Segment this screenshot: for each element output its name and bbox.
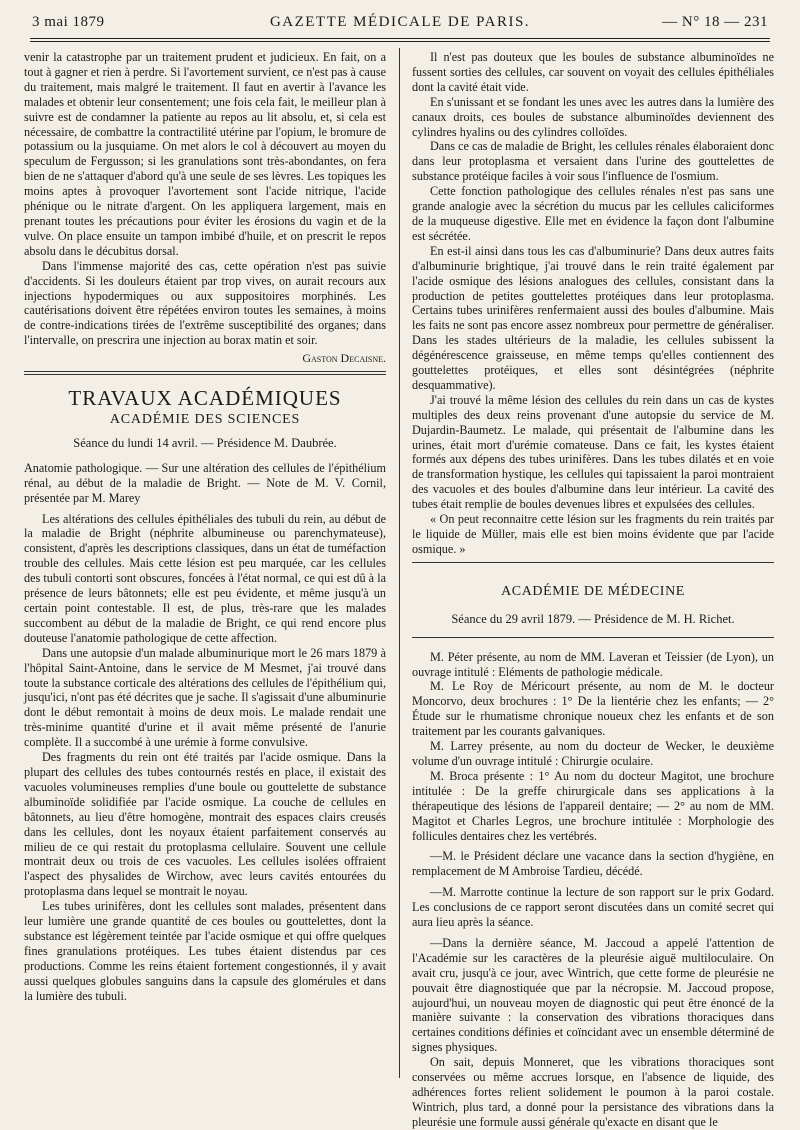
paragraph: M. Le Roy de Méricourt présente, au nom de M. le docteur Moncorvo, deux brochures : 1° De la lientérie chez les enfants; — 2° Étude sur le rhumatisme chronique noueux chez les enfants et de son traitement par les courants galvaniques. bbox=[412, 679, 774, 739]
page-header bbox=[30, 14, 770, 36]
session-line: Séance du 29 avril 1879. — Présidence de M. H. Richet. bbox=[451, 611, 735, 626]
paragraph: Cette fonction pathologique des cellules rénales n'est pas sans une grande analogie avec la sécrétion du mucus par les cellules caliciformes de la muqueuse digestive. Elle met en évidence la façon dont l'albumine est sécrétée. bbox=[412, 184, 774, 243]
column-divider bbox=[399, 48, 400, 1078]
paragraph: Dans une autopsie d'un malade albuminurique mort le 26 mars 1879 à l'hôpital Saint-Antoine, dans le service de M Mesmet, j'ai trouvé dans toute la substance corticale des altérations des cellules de l'épithélium qui, jusqu'ici, n'ont pas été décrites que je sache. Il s'agissait d'une albuminurie dont le début remontait à moins de deux mois. Le malade rendait une très-minime quantité d'urine et il avait même présenté de l'anurie complète. Il a succombé à une urémie à forme convulsive. bbox=[24, 645, 386, 750]
journal-title: GAZETTE MÉDICALE DE PARIS. bbox=[269, 14, 531, 30]
left-column bbox=[24, 50, 386, 1080]
paragraph: Les tubes urinifères, dont les cellules sont malades, présentent dans leur lumière une grande quantité de ces boules ou gouttelettes, dont la substance est légèrement teintée par l'acide osmique et qui offre quelques fines granulations protéiques. Les tubes étaient distendus par ces productions. Comme les reins étaient fortement congestionnés, il y avait aussi quelques globules sanguins dans la capsule des glomérules et dans la lumière des tubuli. bbox=[24, 899, 386, 1003]
section-rule bbox=[412, 637, 774, 638]
header-rule bbox=[30, 38, 770, 39]
paragraph: —M. Marrotte continue la lecture de son rapport sur le prix Godard. Les conclusions de ce rapport seront discutées dans un comité secret qui aura lieu après la séance. bbox=[412, 885, 774, 930]
academy-title: ACADÉMIE DES SCIENCES bbox=[109, 412, 301, 428]
note-title: Anatomie pathologique. — Sur une altération des cellules de l'épithélium rénal, au début de la maladie de Bright. — Note de M. V. Cornil, présentée par M. Marey bbox=[24, 460, 386, 505]
paragraph: Des fragments du rein ont été traités par l'acide osmique. Dans la plupart des cellules des tubes contournés restés en place, il existait des vacuoles volumineuses remplies d'une boule ou gouttelette de substance albuminoïde solidifiée par l'acide osmique. La couche de cellules en bâtonnets, au lieu d'être homogène, montrait des espaces clairs creusés dans les cellules, dont les noyaux étaient parfaitement conservés au milieu de ce qui restait du protoplasma cellulaire. Souvent une cellule montrait deux ou trois de ces vacuoles. Les cellules isolées offraient l'aspect des physalides de Wirchow, avec leurs cavités entourées du protoplasma dans lequel se montrait le noyau. bbox=[24, 750, 386, 899]
issue-date: 3 mai 1879 bbox=[32, 14, 105, 30]
paragraph: M. Péter présente, au nom de MM. Laveran et Teissier (de Lyon), un ouvrage intitulé : Eléments de pathologie médicale. bbox=[412, 649, 774, 679]
paragraph: Il n'est pas douteux que les boules de substance albuminoïdes ne fussent sorties des cellules, car souvent on voyait des cellules épithéliales dont la cavité était vide. bbox=[412, 50, 774, 94]
paragraph: En est-il ainsi dans tous les cas d'albuminurie? Dans deux autres faits d'albuminurie brightique, j'ai trouvé dans le rein traité également par l'acide osmique des lésions analogues des cellules, consistant dans la production de petites gouttelettes protéiques dans leur protoplasma. Certains tubes urinifères renfermaient aussi des boules d'albumine. Mais les faits ne sont pas encore assez nombreux pour permettre de généraliser. Dans les stades ultérieurs de la maladie, les cellules subissent la dégénérescence graisseuse, en même temps qu'elles contiennent des gouttelettes protéiques, et elles sont désintégrées (néphrite desquammative). bbox=[412, 243, 774, 392]
academy-title: ACADÉMIE DE MÉDECINE bbox=[501, 583, 685, 599]
author-signature: Gaston Decaisne. bbox=[302, 351, 386, 366]
page-number: — N° 18 — 231 bbox=[662, 14, 768, 30]
paragraph: —Dans la dernière séance, M. Jaccoud a appelé l'attention de l'Académie sur les caractères de la pleurésie aiguë multiloculaire. On avait cru, jusqu'à ce jour, avec Wintrich, que cette forme de pleurésie ne pouvait être diagnostiquée que par la nécropsie. M. Jaccoud propose, aujourd'hui, un nouveau moyen de diagnostic qui peut être énoncé de la manière suivante : la conservation des vibrations thoraciques dans certaines conditions définies et coïncidant avec un ensemble déterminé de signes physiques. bbox=[412, 935, 774, 1055]
header-rule-double bbox=[30, 41, 770, 42]
paragraph: « On peut reconnaitre cette lésion sur les fragments du rein traités par le liquide de Müller, mais elle est bien moins évidente que par l'acide osmique. » bbox=[412, 512, 774, 556]
paragraph: M. Larrey présente, au nom du docteur de Wecker, le deuxième volume d'un ouvrage intitulé : Chirurgie oculaire. bbox=[412, 739, 774, 768]
paragraph: —M. le Président déclare une vacance dans la section d'hygiène, en remplacement de M Ambroise Tardieu, décédé. bbox=[412, 849, 774, 879]
paragraph: venir la catastrophe par un traitement prudent et judicieux. En fait, on a tout à gagner et rien à perdre. Si l'avortement survient, ce n'est pas à cause du traitement, mais malgré le traitement. Il faut en avertir à l'avance les malades et obtenir leur consentement; une fois cela fait, le meilleur plan à suivre est de condamner la patiente au repos au lit absolu, et, si cela est nécessaire, de combattre la contractilité utérine par l'opium, le bromure de potassium ou la jusquiame. On met alors le col à découvert au moyen du speculum de Fergusson; si les granulations sont très-abondantes, on fera bien de ne s'attaquer d'abord qu'à une seule de ses lèvres. Les topiques les moins aptes à provoquer l'avortement sont l'acide nitrique, l'acide phénique ou le nitrate d'argent. On les appliquera largement, mais en prenant toutes les précautions pour éviter les érosions du vagin et de la vulve. On place ensuite un tampon imbibé d'huile, et on prescrit le repos absolu dans le décubitus dorsal. bbox=[24, 50, 386, 258]
paragraph: On sait, depuis Monneret, que les vibrations thoraciques sont conservées ou même accrues lorsque, en l'absence de liquide, des adhérences fortes relient solidement le poumon à la paroi costale. Wintrich, plus tard, a donné pour la persistance des vibrations dans la pleurésie une formule aussi générale qu'exacte en disant que le bbox=[412, 1055, 774, 1129]
paragraph: J'ai trouvé la même lésion des cellules du rein dans un cas de kystes multiples des deux reins provenant d'une autopsie du service de M. Dujardin-Baumetz. Le malade, qui présentait de l'albumine dans les urines, était mort d'urémie comateuse. Dans ce fait, les kystes étaient formés aux dépens des tubes urinifères. Dans les tubes dilatés et en voie de transformation hystique, les cellules qui tapissaient la paroi montraient des vacuoles et des boules d'albumine dans leur intérieur. La cavité des tubes était remplie de boules devenues libres et expulsées des cellules. bbox=[412, 392, 774, 512]
section-rule bbox=[24, 371, 386, 372]
paragraph: En s'unissant et se fondant les unes avec les autres dans la lumière des canaux droits, ces boules de substance albuminoïdes deviennent des cylindres hyalins ou des cylindres colloïdes. bbox=[412, 94, 774, 139]
section-rule bbox=[412, 562, 774, 563]
section-rule-double bbox=[24, 374, 386, 375]
paragraph: Dans ce cas de maladie de Bright, les cellules rénales élaboraient donc dans leur protoplasma et versaient dans l'urine des gouttelettes de substance protéique faciles à voir sous l'influence de l'osmium. bbox=[412, 139, 774, 184]
paragraph: M. Broca présente : 1° Au nom du docteur Magitot, une brochure intitulée : De la greffe chirurgicale dans ses applications à la thérapeutique des lésions de l'appareil dentaire; — 2° au nom de MM. Magitot et Charles Legros, une brochure intitulée : Morphologie des follicules dentaires chez les vertébrés. bbox=[412, 768, 774, 843]
paragraph: Les altérations des cellules épithéliales des tubuli du rein, au début de la maladie de Bright (néphrite albumineuse ou parenchymateuse), consistent, d'après les descriptions classiques, dans un état de tuméfaction trouble des cellules. Mais cette lésion est peu marquée, car les cellules des tubuli contorti sont obscures, foncées à l'état normal, ce qui est dû à la présence de leurs bâtonnets; elle est peu évidente, et même jusqu'à un certain point contestable. Il est, de plus, très-rare que les malades succombent au début de la maladie de Bright, ce qui rend encore plus douteuse l'anatomie pathologique de cette affection. bbox=[24, 511, 386, 645]
section-title: TRAVAUX ACADÉMIQUES bbox=[68, 386, 342, 411]
session-line: Séance du lundi 14 avril. — Présidence M. Daubrée. bbox=[73, 435, 337, 450]
paragraph: Dans l'immense majorité des cas, cette opération n'est pas suivie d'accidents. Si les douleurs étaient par trop vives, on aurait recours aux injections hypodermiques ou aux suppositoires morphinés. Les cautérisations doivent être répétées environ toutes les semaines, à moins de contre-indications tirées de l'extrême susceptibilité des organes; dans l'intervalle, on prescrira une injection au borax matin et soir. bbox=[24, 258, 386, 348]
right-column bbox=[412, 50, 774, 1129]
